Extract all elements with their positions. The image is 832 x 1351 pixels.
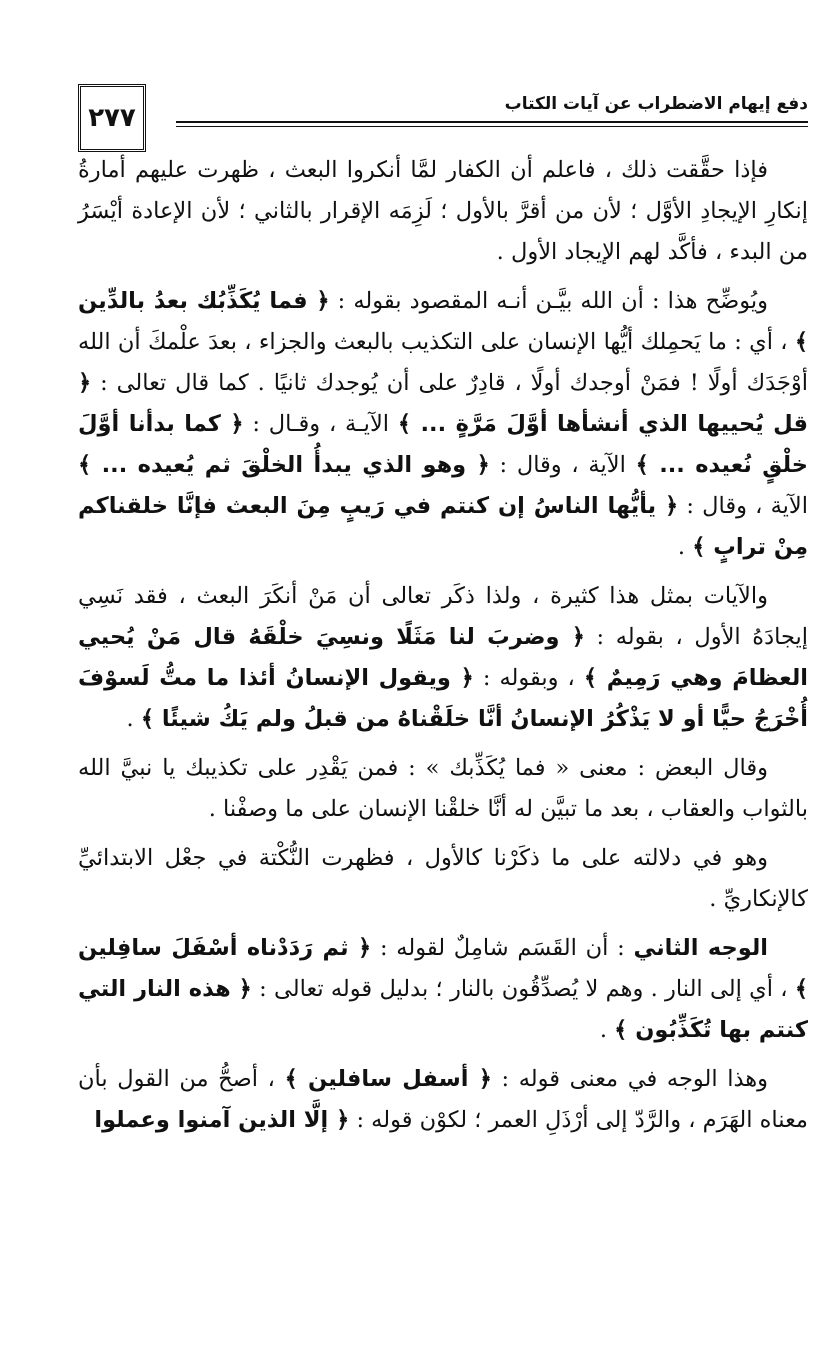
text-segment: : أن القَسَم شامِلٌ لقوله :: [371, 935, 634, 961]
text-segment: .: [126, 706, 141, 732]
quran-quote: ﴿ قل يُحييها الذي أنشأها أوَّلَ مَرَّةٍ ... ﴾: [78, 370, 808, 437]
quran-quote: ﴿ كما بدأنا أوَّلَ خلْقٍ نُعيده ... ﴾: [78, 411, 808, 478]
text-segment: وهو في دلالته على ما ذكَرْنا كالأول ، فظهرت النُّكْتة في جعْل الابتدائيِّ كالإنكاريِّ .: [78, 845, 808, 912]
paragraph-p1: [78, 150, 808, 273]
header-rule-thick: [176, 121, 808, 123]
body-text: [78, 150, 808, 1149]
text-segment: الآيـة ، وقـال :: [243, 411, 398, 437]
text-segment: ، أصحُّ من القول بأن معناه الهَرَم ، والرَّدّ إلى أرْذَلِ العمر ؛ لكوْن قوله :: [78, 1066, 808, 1133]
quran-quote: ﴿ إلَّا الذين آمنوا وعملوا: [94, 1107, 350, 1133]
paragraph-p3: [78, 576, 808, 740]
quran-quote: ﴿ أسفل سافلين ﴾: [284, 1066, 492, 1092]
text-segment: ويُوضِّح هذا : أن الله بيَّـن أنـه المقصود بقوله :: [329, 288, 768, 314]
text-segment: ، أي : ما يَحمِلك أيُّها الإنسان على التكذيب بالبعث والجزاء ، بعدَ علْمكَ أن الله أوْجَدَك أولًا ! فمَنْ أوجدك أولًا ، قادِرٌ على أن يُوجدك ثانيًا . كما قال تعالى :: [78, 329, 808, 396]
quran-quote: ﴿ يأيُّها الناسُ إن كنتم في رَيبٍ مِنَ البعث فإنَّا خلقناكم مِنْ ترابٍ ﴾: [78, 493, 808, 560]
text-segment: ، أي إلى النار . وهم لا يُصدِّقُون بالنار ؛ بدليل قوله تعالى :: [251, 976, 795, 1002]
text-segment: وقال البعض : معنى « فما يُكَذِّبك » : فمن يَقْدِر على تكذيبك يا نبيَّ الله بالثواب والعقاب ، بعد ما تبيَّن له أنَّا خلقْنا الإنسان على ما وصفْنا .: [78, 755, 808, 822]
paragraph-p2: [78, 281, 808, 568]
text-segment: .: [599, 1017, 615, 1043]
page-header: [78, 84, 808, 150]
header-rule-thin: [176, 126, 808, 127]
quran-quote: ﴿ وضربَ لنا مَثَلًا ونسِيَ خلْقَهُ قال مَنْ يُحيي العظامَ وهي رَمِيمٌ ﴾: [78, 624, 808, 691]
quran-quote: ﴿ هذه النار التي كنتم بها تُكَذِّبُون ﴾: [78, 976, 808, 1043]
text-segment: الآية ، وقال :: [489, 452, 636, 478]
section-heading: الوجه الثاني: [633, 935, 768, 961]
text-segment: ، وبقوله :: [473, 665, 584, 691]
quran-quote: ﴿ ويقول الإنسانُ أئذا ما متُّ لَسوْفَ أُخْرَجُ حيًّا أو لا يَذْكُرُ الإنسانُ أنَّا خلَقْناهُ من قبلُ ولم يَكُ شيئًا ﴾: [78, 665, 808, 732]
quran-quote: ﴿ وهو الذي يبدأُ الخلْقَ ثم يُعيده ... ﴾: [78, 452, 490, 478]
paragraph-p4: [78, 748, 808, 830]
quran-quote: ﴿ ثم رَدَدْناه أسْفَلَ سافِلين ﴾: [78, 935, 809, 1002]
page-number: ٢٧٧: [78, 84, 146, 152]
text-segment: والآيات بمثل هذا كثيرة ، ولذا ذكَر تعالى أن مَنْ أنكَرَ البعث ، فقد نَسِي إيجادَهُ الأول ، بقوله :: [78, 583, 808, 650]
running-title: دفع إيهام الاضطراب عن آيات الكتاب: [504, 94, 808, 114]
paragraph-p6: [78, 928, 808, 1051]
text-segment: الآية ، وقال :: [678, 493, 808, 519]
text-segment: .: [677, 534, 693, 560]
text-segment: فإذا حقَّقت ذلك ، فاعلم أن الكفار لمَّا أنكروا البعث ، ظهرت عليهم أمارةُ إنكارِ الإيجادِ الأوَّل ؛ لأن من أقرَّ بالأول ؛ لَزِمَه الإقرار بالثاني ؛ لأن الإعادة أيْسَرُ من البدء ، فأكَّد لهم الإيجاد الأول .: [78, 157, 808, 265]
quran-quote: ﴿ فما يُكَذِّبُك بعدُ بالدِّين ﴾: [78, 288, 808, 355]
paragraph-p5: [78, 838, 808, 920]
paragraph-p7: [78, 1059, 808, 1141]
text-segment: وهذا الوجه في معنى قوله :: [491, 1066, 768, 1092]
